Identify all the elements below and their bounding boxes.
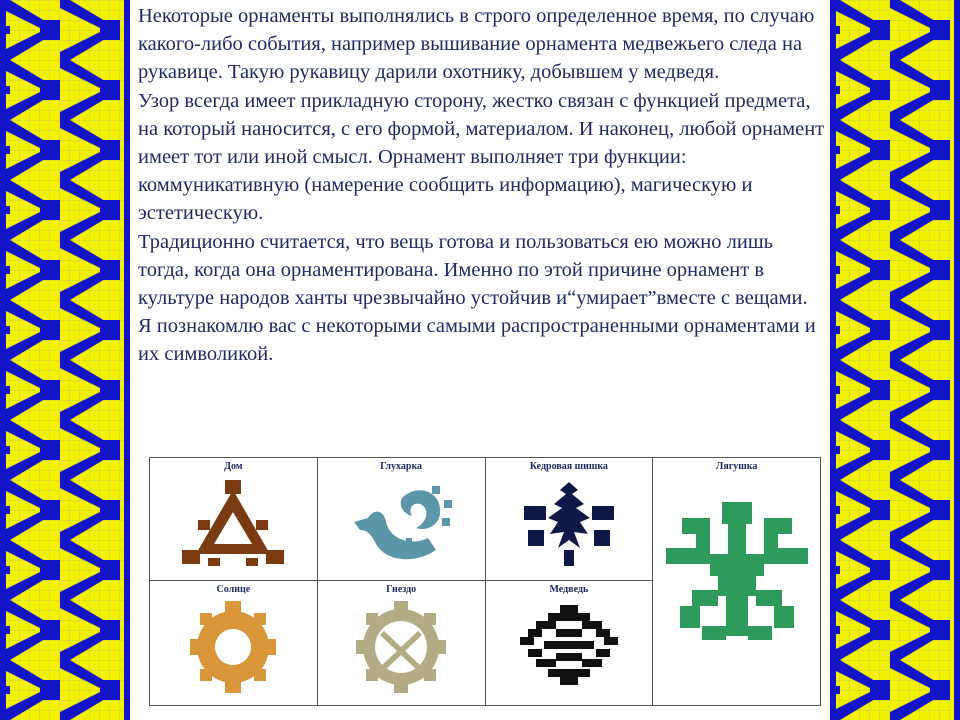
left-ornament-border — [0, 0, 130, 720]
ornament-cell-grouse — [317, 458, 485, 581]
grouse-ornament-icon — [346, 478, 456, 568]
right-ornament-border — [830, 0, 960, 720]
ornament-cell-cone — [485, 458, 653, 581]
intro-paragraph: Некоторые орнаменты выполнялись в строго определенное время, по случаю какого-либо события, например вышивание орнамента медвежьего следа на рукавице. Такую рукавицу дарили охотнику, добывшем у медведя. — [138, 5, 815, 84]
ornament-cell-bear — [485, 581, 653, 706]
sun-ornament-icon — [178, 601, 288, 693]
ornament-label: Солнце — [216, 584, 251, 595]
ornament-label: Медведь — [549, 584, 589, 595]
nest-ornament-icon — [346, 601, 456, 693]
intro-text — [138, 2, 828, 369]
intro-paragraph: Я познакомлю вас с некоторыми самыми распространенными орнаментами и их символикой. — [138, 315, 816, 366]
cedar-cone-ornament-icon — [514, 478, 624, 568]
intro-paragraph: Узор всегда имеет прикладную сторону, жестко связан с функцией предмета, на который наносится, с его формой, материалом. И наконец, любой орнамент имеет тот или иной смысл. Орнамент выполняет три функции: коммуникативную (намерение сообщить информацию), магическую и эстетическую. — [138, 89, 825, 225]
ornament-cell-nest — [317, 581, 485, 706]
ornament-label: Кедровая шишка — [529, 461, 608, 472]
ornament-label: Глухарка — [380, 461, 423, 472]
ornament-cell-sun — [150, 581, 318, 706]
ornament-label: Дом — [224, 461, 243, 472]
ornament-table — [149, 457, 821, 706]
ornament-label: Гнездо — [386, 584, 417, 595]
ornament-label: Лягушка — [715, 461, 758, 472]
bear-ornament-icon — [514, 601, 624, 693]
ornament-cell-house — [150, 458, 318, 581]
ornament-cell-frog — [653, 458, 821, 706]
house-ornament-icon — [178, 478, 288, 568]
intro-paragraph: Традиционно считается, что вещь готова и пользоваться ею можно лишь тогда, когда она орнаментирована. Именно по этой причине орнамент в культуре народов ханты чрезвычайно устойчив и“умирает”вместе с вещами. — [138, 230, 808, 310]
frog-ornament-icon — [662, 498, 812, 648]
